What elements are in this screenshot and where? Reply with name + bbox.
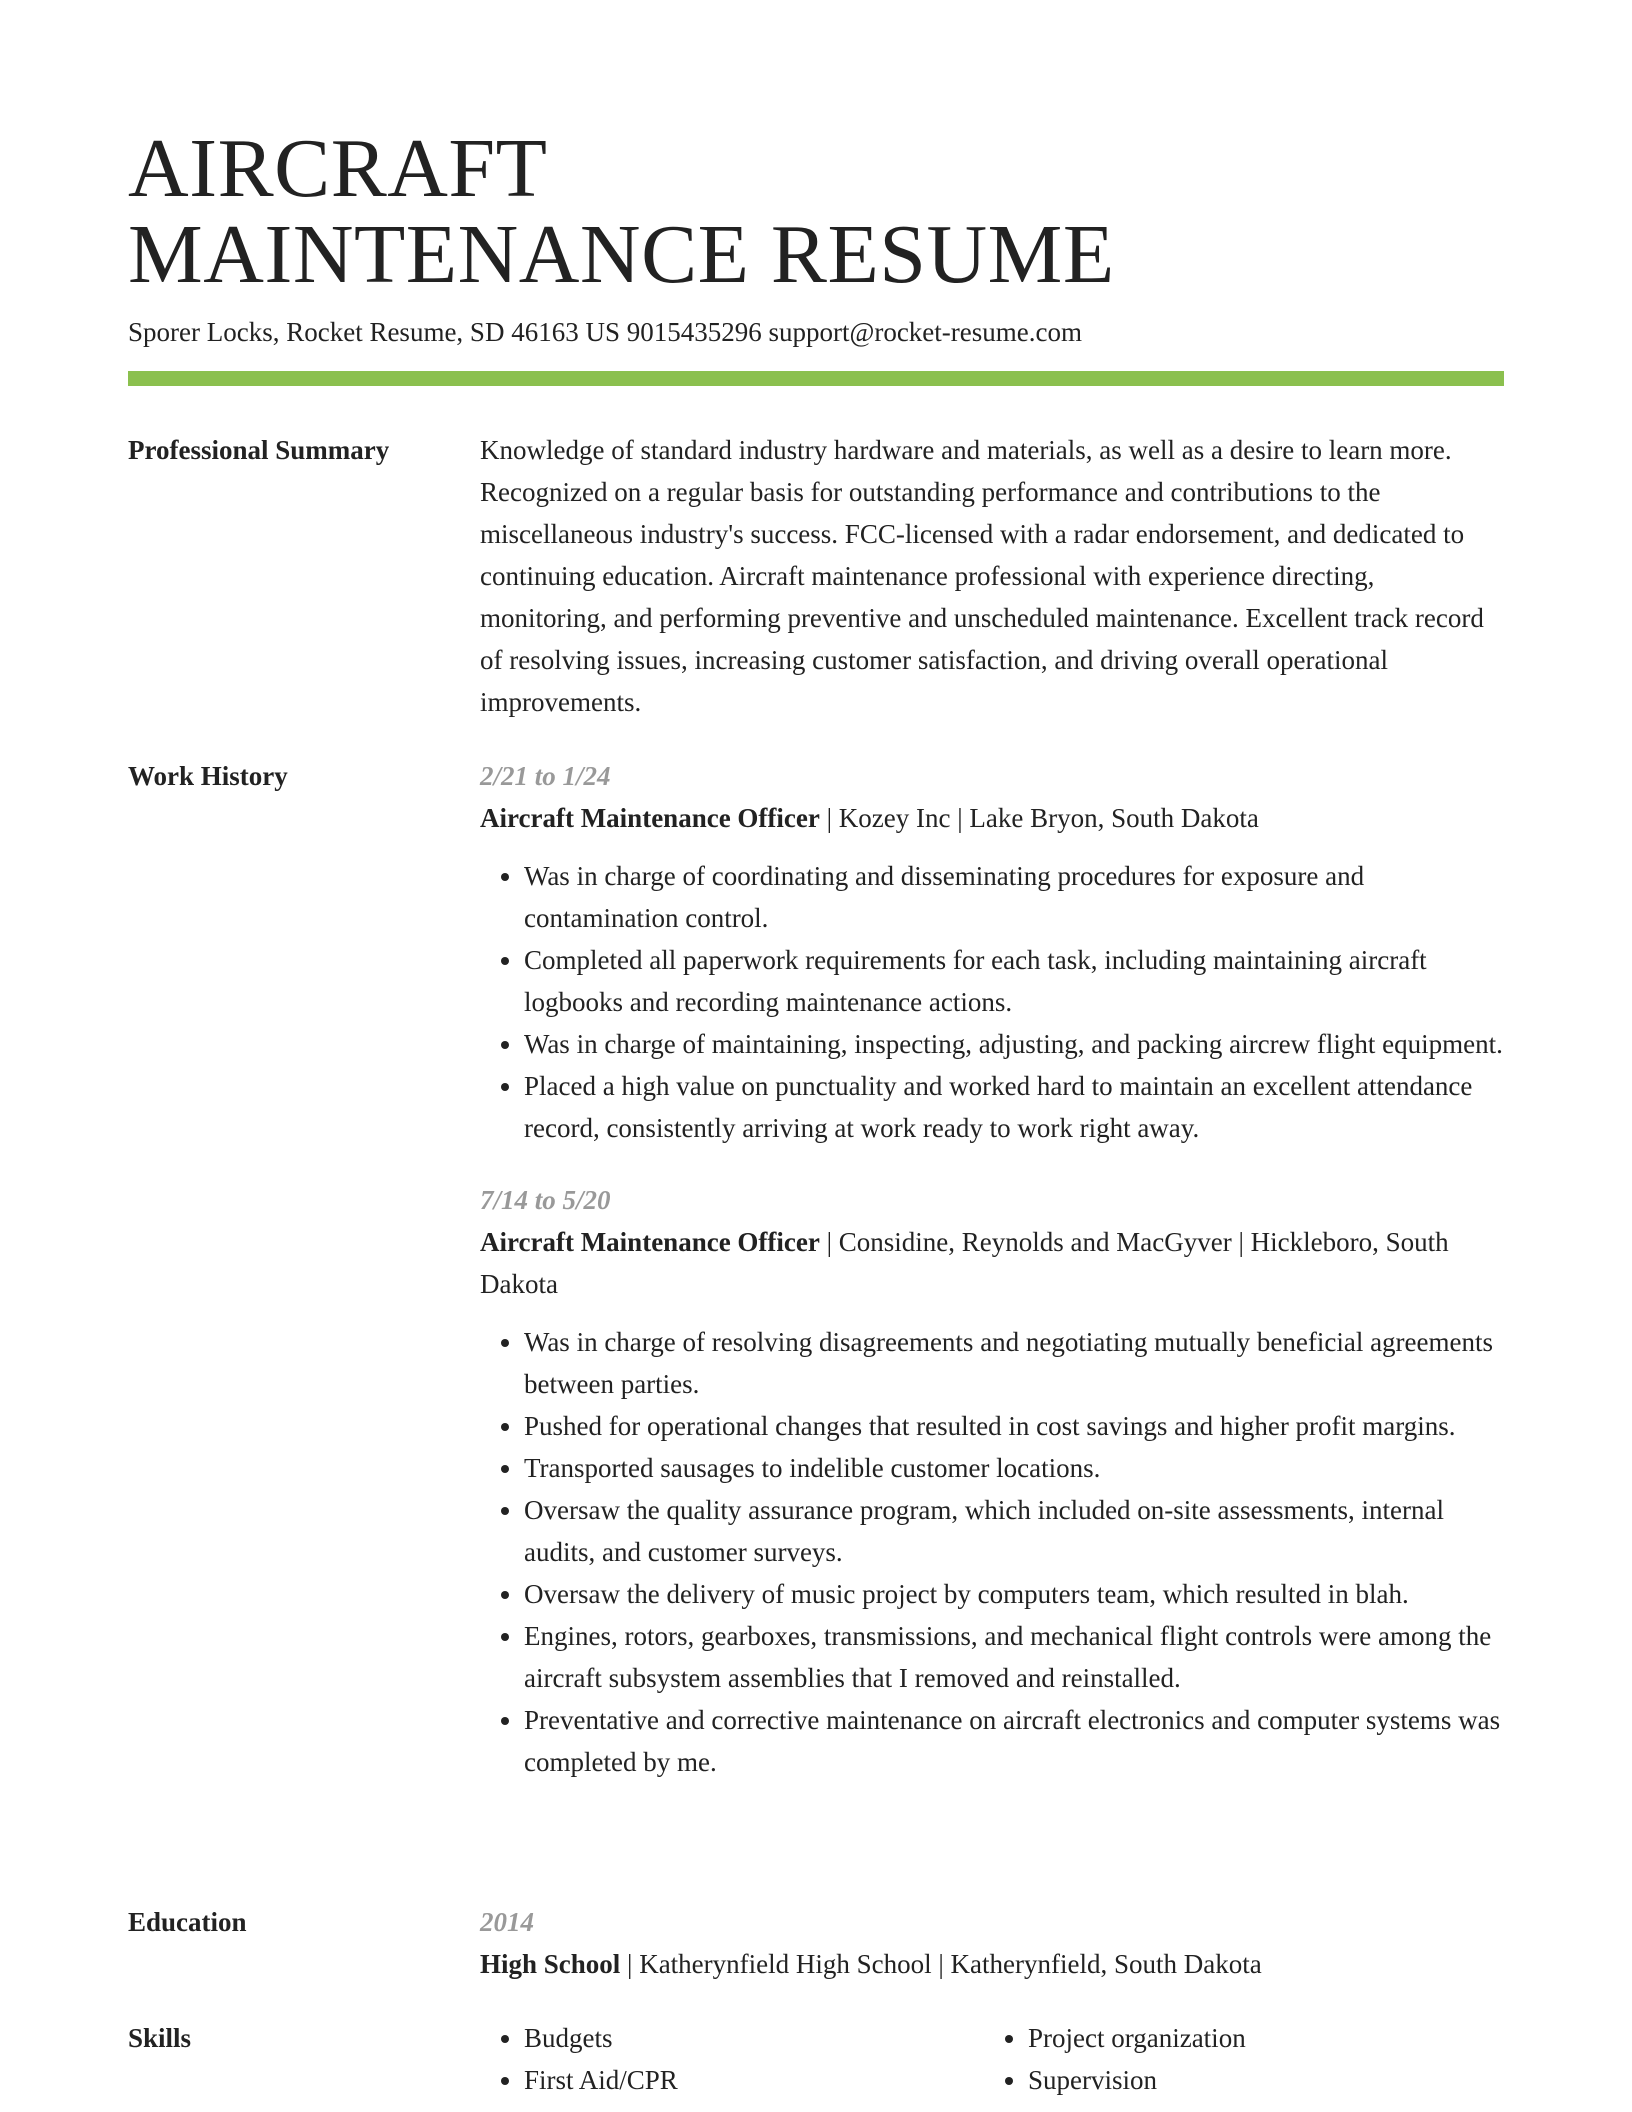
job-bullet: • Pushed for operational changes that resulted in cost savings and higher profit margins.	[524, 1405, 1504, 1447]
job-bullet: • Preventative and corrective maintenance on aircraft electronics and computer systems was completed by me.	[524, 1699, 1504, 1783]
title-line-2: MAINTENANCE RESUME	[128, 208, 1115, 301]
summary-text: Knowledge of standard industry hardware and materials, as well as a desire to learn more. Recognized on a regular basis for outstanding performance and contributions to the miscellaneous industry's success. FCC-licensed with a radar endorsement, and dedicated to continuing education. Aircraft maintenance professional with experience directing, monitoring, and performing preventive and unscheduled maintenance. Excellent track record of resolving issues, increasing customer satisfaction, and driving overall operational improvements.	[480, 435, 1484, 717]
job-bullet: • Was in charge of coordinating and disseminating procedures for exposure and contamination control.	[524, 855, 1504, 939]
job-details: | Kozey Inc | Lake Bryon, South Dakota	[819, 803, 1259, 833]
education-details: | Katherynfield High School | Katherynfield, South Dakota	[620, 1949, 1262, 1979]
skills-list-right	[984, 2017, 1488, 2101]
job-bullet: • Was in charge of resolving disagreements and negotiating mutually beneficial agreements between parties.	[524, 1321, 1504, 1405]
job-details: | Considine, Reynolds and MacGyver | Hickleboro, South Dakota	[480, 1227, 1449, 1299]
job-bullet: • Transported sausages to indelible customer locations.	[524, 1447, 1504, 1489]
job-title: Aircraft Maintenance Officer	[480, 803, 820, 833]
job-dates: 2/21 to 1/24	[480, 761, 611, 791]
education-degree: High School	[480, 1949, 621, 1979]
resume-title	[128, 122, 1504, 301]
job-heading	[480, 1221, 1504, 1305]
education-heading-line	[480, 1943, 1504, 1985]
summary-heading: Professional Summary	[128, 435, 390, 465]
skills-heading: Skills	[128, 2023, 192, 2053]
job-title: Aircraft Maintenance Officer	[480, 1227, 820, 1257]
job-bullet: • Engines, rotors, gearboxes, transmissions, and mechanical flight controls were among the aircraft subsystem assemblies that I removed and reinstalled.	[524, 1615, 1504, 1699]
education-year: 2014	[480, 1907, 534, 1937]
job-bullet: • Oversaw the delivery of music project by computers team, which resulted in blah.	[524, 1573, 1504, 1615]
skills-list-left	[480, 2017, 984, 2101]
job-entry	[480, 755, 1504, 1149]
skills-columns	[480, 2017, 1504, 2101]
skill-item: • First Aid/CPR	[524, 2059, 984, 2101]
job-bullet: • Was in charge of maintaining, inspecting, adjusting, and packing aircrew flight equipment.	[524, 1023, 1504, 1065]
work-history-body	[480, 755, 1504, 1783]
contact-info: Sporer Locks, Rocket Resume, SD 46163 US 9015435296 support@rocket-resume.com	[128, 317, 1082, 347]
accent-divider	[128, 371, 1504, 386]
job-heading	[480, 797, 1504, 839]
skills-body	[480, 2017, 1504, 2101]
title-line-1: AIRCRAFT	[128, 122, 548, 215]
job-bullets	[480, 855, 1504, 1149]
job-bullet: • Placed a high value on punctuality and worked hard to maintain an excellent attendance record, consistently arriving at work ready to work right away.	[524, 1065, 1504, 1149]
skill-item: • Budgets	[524, 2017, 984, 2059]
skill-item: • Project organization	[1028, 2017, 1488, 2059]
education-body	[480, 1901, 1504, 1985]
job-dates: 7/14 to 5/20	[480, 1185, 611, 1215]
education-heading: Education	[128, 1907, 247, 1937]
job-bullet: • Completed all paperwork requirements for each task, including maintaining aircraft logbooks and recording maintenance actions.	[524, 939, 1504, 1023]
job-bullets	[480, 1321, 1504, 1783]
job-entry	[480, 1179, 1504, 1783]
skill-item: • Supervision	[1028, 2059, 1488, 2101]
job-bullet: • Oversaw the quality assurance program, which included on-site assessments, internal audits, and customer surveys.	[524, 1489, 1504, 1573]
resume-header	[128, 122, 1504, 350]
work-history-heading: Work History	[128, 761, 288, 791]
